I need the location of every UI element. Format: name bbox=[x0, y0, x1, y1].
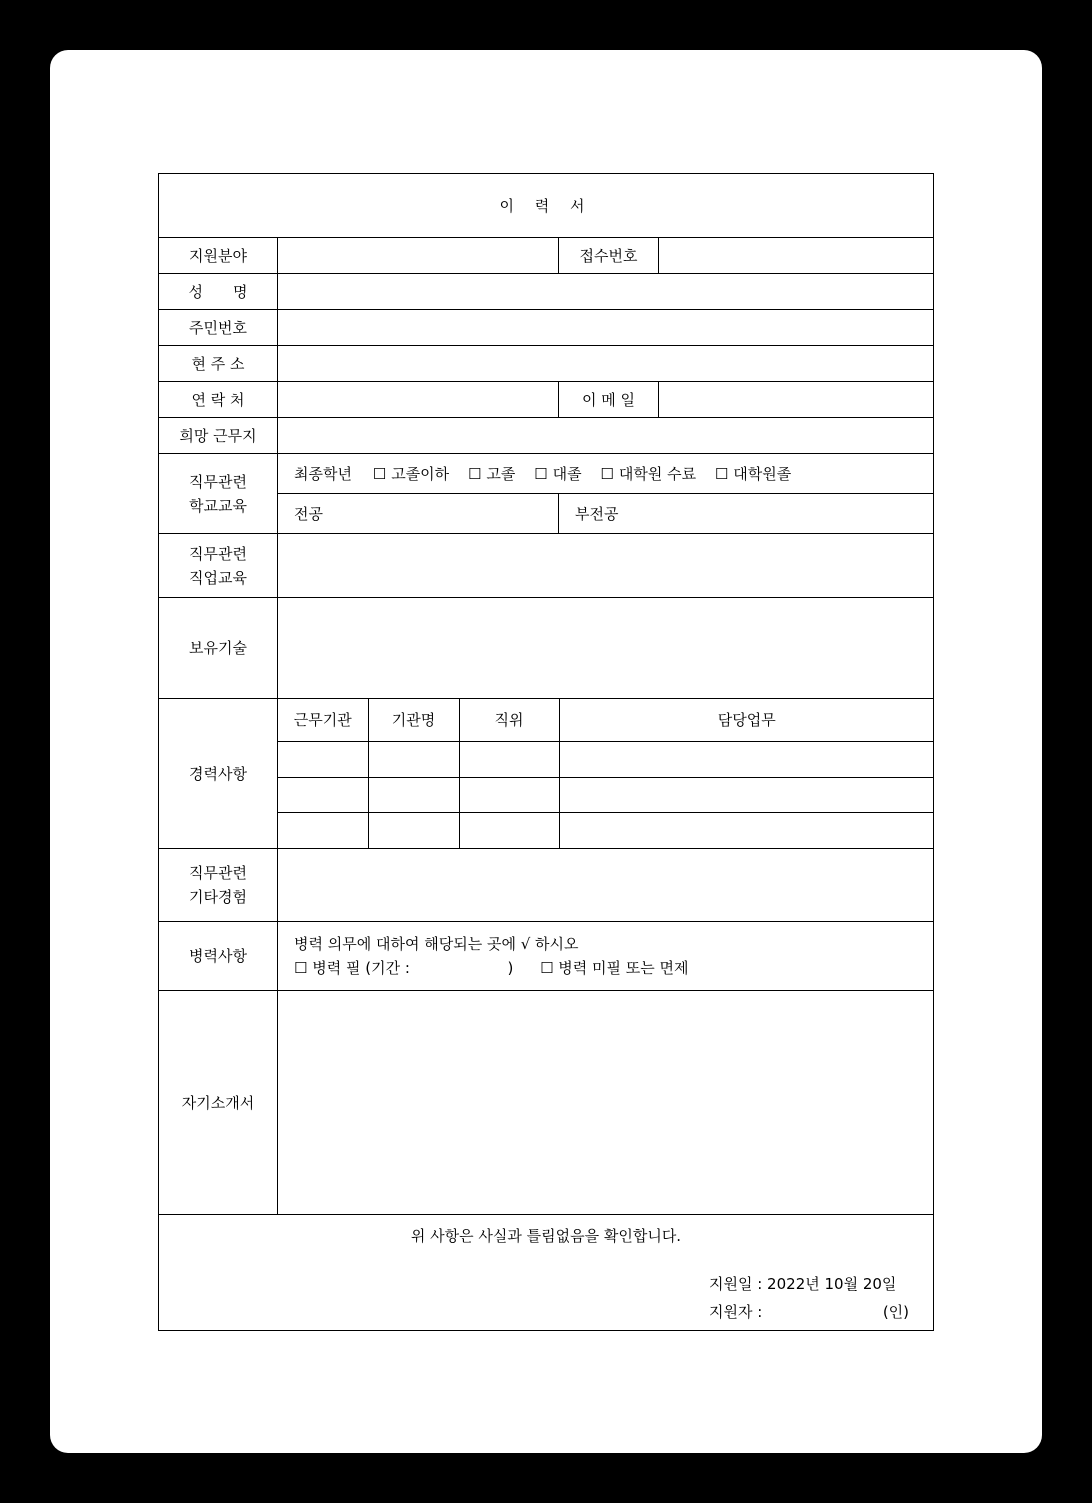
desired-location-input[interactable] bbox=[278, 418, 934, 454]
career-cell[interactable] bbox=[559, 812, 934, 848]
page-title: 이 력 서 bbox=[159, 174, 934, 238]
education-option-high-school[interactable]: ☐ 고졸 bbox=[467, 465, 516, 483]
other-experience-label-line2: 기타경험 bbox=[189, 888, 247, 906]
desired-location-label: 희망 근무지 bbox=[159, 418, 278, 454]
confirm-statement: 위 사항은 사실과 틀림없음을 확인합니다. bbox=[410, 1227, 682, 1245]
checkbox-icon[interactable]: ☐ bbox=[467, 465, 482, 483]
vocational-education-label bbox=[159, 534, 278, 598]
military-instruction: 병력 의무에 대하여 해당되는 곳에 √ 하시오 bbox=[294, 935, 579, 953]
career-cell[interactable] bbox=[278, 777, 368, 812]
education-option-college[interactable]: ☐ 대졸 bbox=[534, 465, 582, 483]
resident-no-input[interactable] bbox=[278, 310, 934, 346]
military-served-option[interactable]: ☐ 병력 필 (기간 : bbox=[294, 959, 410, 977]
career-header-org: 근무기관 bbox=[278, 699, 368, 741]
name-label: 성 명 bbox=[159, 274, 278, 310]
vocational-education-input[interactable] bbox=[278, 534, 934, 598]
career-cell[interactable] bbox=[459, 777, 559, 812]
career-header-org-name: 기관명 bbox=[368, 699, 459, 741]
career-cell[interactable] bbox=[559, 777, 934, 812]
military-served-close: ) bbox=[507, 959, 514, 977]
contact-label: 연 락 처 bbox=[159, 382, 278, 418]
career-cell[interactable] bbox=[459, 741, 559, 777]
final-education-row bbox=[278, 454, 934, 494]
school-education-label-line2: 학교교육 bbox=[189, 496, 247, 515]
table-row bbox=[278, 812, 934, 848]
military-not-served-option[interactable]: ☐ 병력 미필 또는 면제 bbox=[540, 959, 689, 977]
skills-label: 보유기술 bbox=[159, 598, 278, 699]
self-intro-label: 자기소개서 bbox=[159, 991, 278, 1215]
career-label: 경력사항 bbox=[159, 699, 278, 849]
major-field[interactable] bbox=[278, 494, 559, 534]
checkbox-icon[interactable]: ☐ bbox=[714, 465, 729, 483]
career-header-duties: 담당업무 bbox=[559, 699, 934, 741]
vocational-education-label-line2: 직업교육 bbox=[189, 568, 247, 587]
final-education-label: 최종학년 bbox=[294, 465, 352, 483]
table-row bbox=[278, 741, 934, 777]
career-table-cell bbox=[278, 699, 934, 849]
resume-form bbox=[158, 173, 934, 1331]
receipt-no-input[interactable] bbox=[659, 238, 934, 274]
apply-date: 지원일 : 2022년 10월 20일 bbox=[709, 1275, 897, 1293]
other-experience-label-line1: 직무관련 bbox=[189, 864, 247, 882]
email-label: 이 메 일 bbox=[559, 382, 659, 418]
other-experience-input[interactable] bbox=[278, 849, 934, 922]
military-cell bbox=[278, 922, 934, 991]
contact-input[interactable] bbox=[278, 382, 559, 418]
applicant-label: 지원자 : bbox=[709, 1303, 763, 1321]
career-cell[interactable] bbox=[278, 812, 368, 848]
minor-field[interactable] bbox=[559, 494, 934, 534]
other-experience-label bbox=[159, 849, 278, 922]
name-input[interactable] bbox=[278, 274, 934, 310]
military-options bbox=[294, 956, 933, 980]
receipt-no-label: 접수번호 bbox=[559, 238, 659, 274]
seal-mark: (인) bbox=[882, 1303, 910, 1321]
education-option-grad-degree[interactable]: ☐ 대학원졸 bbox=[714, 465, 792, 483]
career-cell[interactable] bbox=[368, 812, 459, 848]
table-row bbox=[278, 777, 934, 812]
address-input[interactable] bbox=[278, 346, 934, 382]
career-cell[interactable] bbox=[368, 777, 459, 812]
address-label: 현 주 소 bbox=[159, 346, 278, 382]
education-option-high-school-or-less[interactable]: ☐ 고졸이하 bbox=[372, 465, 450, 483]
checkbox-icon[interactable]: ☐ bbox=[534, 465, 548, 483]
minor-label: 부전공 bbox=[575, 505, 619, 523]
field-label: 지원분야 bbox=[159, 238, 278, 274]
career-header-position: 직위 bbox=[459, 699, 559, 741]
skills-input[interactable] bbox=[278, 598, 934, 699]
school-education-label-line1: 직무관련 bbox=[189, 472, 247, 491]
school-education-label bbox=[159, 454, 278, 534]
career-table bbox=[278, 699, 934, 848]
document-page bbox=[50, 50, 1042, 1453]
email-input[interactable] bbox=[659, 382, 934, 418]
education-option-grad-coursework[interactable]: ☐ 대학원 수료 bbox=[600, 465, 697, 483]
military-label: 병력사항 bbox=[159, 922, 278, 991]
career-cell[interactable] bbox=[368, 741, 459, 777]
self-intro-input[interactable] bbox=[278, 991, 934, 1215]
vocational-education-label-line1: 직무관련 bbox=[189, 544, 247, 563]
career-cell[interactable] bbox=[459, 812, 559, 848]
checkbox-icon[interactable]: ☐ bbox=[372, 465, 387, 483]
field-input[interactable] bbox=[278, 238, 559, 274]
checkbox-icon[interactable]: ☐ bbox=[600, 465, 614, 483]
career-cell[interactable] bbox=[559, 741, 934, 777]
career-cell[interactable] bbox=[278, 741, 368, 777]
major-label: 전공 bbox=[294, 505, 323, 523]
resident-no-label: 주민번호 bbox=[159, 310, 278, 346]
footer-section bbox=[159, 1215, 934, 1331]
